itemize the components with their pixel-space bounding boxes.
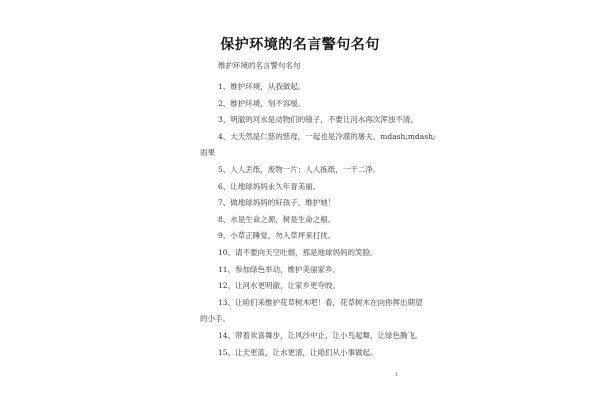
list-item: 7、做地球妈妈的好孩子，维护她！: [218, 198, 336, 208]
list-item: 5、人人丢纸，废物一片；人人拣纸，一干二净。: [218, 165, 381, 174]
page-number: 1: [395, 372, 399, 378]
list-item-continuation: 的小手。: [200, 314, 230, 324]
list-item: 1、维护环境，从我做起。: [218, 82, 306, 91]
document-subtitle: 维护环境的名言警句名句: [218, 61, 301, 70]
list-item: 3、明澈的河水是动物们的镜子，不要让河水再次浑浊不清。: [218, 115, 418, 125]
list-item: 10、请不要向天空吐烟，那是地球妈妈的笑脸。: [218, 248, 378, 257]
page-title: 保护环境的名言警句名句: [220, 37, 380, 53]
list-item: 12、让河水更明澈，让家乡更夸皎。: [218, 281, 341, 291]
list-item: 9、小草正睡觉，勿入草坪来打扰。: [218, 231, 336, 241]
list-item: 11、参加绿色举动，维护美丽家乡。: [218, 264, 341, 274]
list-item: 14、带着欢喜舞步，让风沙中止，让小鸟起舞，让绿色腾飞。: [218, 331, 423, 340]
list-item: 6、让地球妈妈永久年青美丽。: [218, 181, 321, 191]
list-item-continuation: 雨果: [200, 148, 215, 158]
list-item: 2、维护环境，刻不容缓。: [218, 98, 306, 108]
list-item: 8、水是生命之源，树是生命之根。: [218, 214, 336, 224]
list-item: 13、让咱们来维护花草树木吧！看，花草树木在向你挥出期望: [218, 297, 423, 307]
list-item: 15、让天更蓝，让水更清，让咱们从小事做起。: [218, 347, 378, 357]
list-item: 4、大天然是仁慈的慈母，一起也是冷漠的屠夫。mdash;mdash;: [218, 131, 436, 141]
